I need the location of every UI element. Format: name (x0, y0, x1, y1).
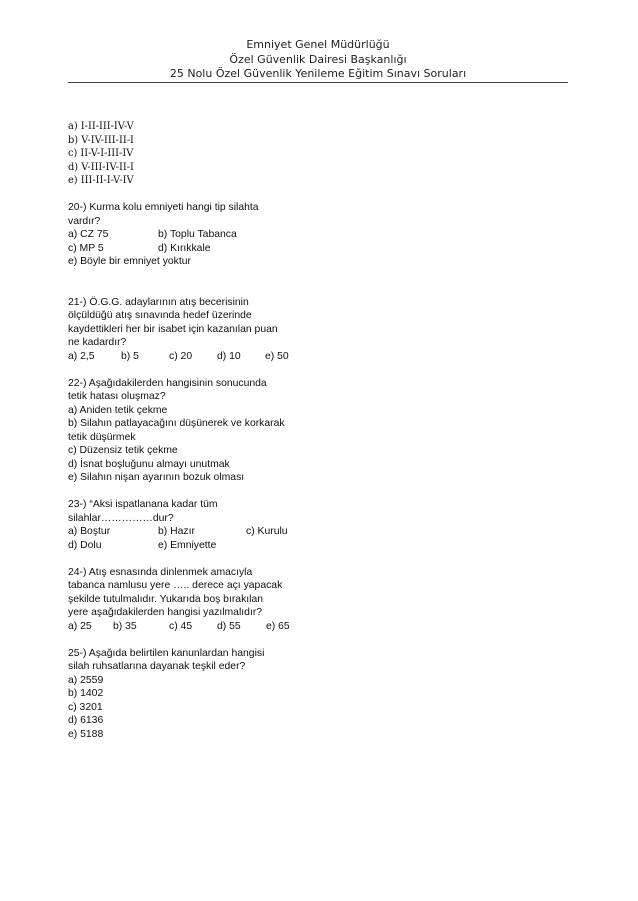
options-row (68, 350, 488, 364)
question-25 (68, 647, 488, 742)
option: e) 65 (266, 620, 290, 632)
question-text: tabanca namlusu yere ….. derece açı yapacak (68, 580, 283, 591)
question-20 (68, 201, 488, 269)
options-row (68, 228, 488, 242)
option: a) CZ 75 (68, 229, 109, 240)
option: d) 10 (217, 350, 241, 362)
question-text: 22-) Aşağıdakilerden hangisinin sonucunda (68, 377, 267, 389)
option: c) 45 (169, 620, 193, 632)
option: b) 1402 (68, 688, 104, 699)
question-text: 25-) Aşağıda belirtilen kanunlardan hangisi (68, 647, 265, 659)
document-body (68, 120, 488, 755)
option: a) 2,5 (68, 350, 95, 362)
question-text: 20-) Kurma kolu emniyeti hangi tip silahta (68, 202, 259, 213)
previous-question-options (68, 120, 488, 188)
option: b) V-IV-III-II-I (68, 134, 134, 146)
option: a) I-II-III-IV-V (68, 121, 134, 132)
option: d) İsnat boşluğunu almayı unutmak (68, 458, 230, 470)
option: b) 5 (121, 350, 139, 362)
page-header (68, 38, 568, 82)
question-text: 23-) “Aksi ispatlanana kadar tüm (68, 499, 218, 510)
option: d) Kırıkkale (158, 242, 211, 254)
question-text: yere aşağıdakilerden hangisi yazılmalıdır? (68, 607, 263, 618)
option: tetik düşürmek (68, 431, 136, 443)
question-23 (68, 498, 488, 552)
question-21 (68, 296, 488, 364)
question-text: 21-) Ö.G.G. adaylarının atış becerisinin (68, 296, 249, 308)
question-text: ne kadardır? (68, 337, 127, 348)
header-divider (68, 82, 568, 83)
option: e) 5188 (68, 728, 104, 740)
header-line-1: Emniyet Genel Müdürlüğü (246, 38, 390, 51)
question-text: şekilde tutulmalıdır. Yukarıda boş bırakılan (68, 593, 264, 605)
header-line-3: 25 Nolu Özel Güvenlik Yenileme Eğitim Sınavı Soruları (169, 67, 467, 80)
header-line-2: Özel Güvenlik Dairesi Başkanlığı (229, 52, 407, 66)
option: c) MP 5 (68, 242, 104, 254)
option: a) 2559 (68, 674, 104, 686)
option: a) Aniden tetik çekme (68, 404, 168, 416)
option: b) Silahın patlayacağını düşünerek ve korkarak (68, 418, 285, 429)
option: d) 6136 (68, 715, 104, 726)
option: d) 55 (217, 620, 241, 632)
options-row (68, 539, 488, 553)
option: d) Dolu (68, 539, 102, 551)
question-text: kaydettikleri her bir isabet için kazanılan puan (68, 323, 278, 335)
option: e) 50 (265, 350, 289, 362)
option: b) Hazır (158, 526, 195, 537)
option: e) Böyle bir emniyet yoktur (68, 256, 192, 267)
question-24 (68, 566, 488, 634)
option: a) 25 (68, 620, 92, 632)
option: e) Emniyette (158, 539, 217, 551)
option: a) Boştur (68, 526, 111, 537)
options-row (68, 525, 488, 539)
question-text: silah ruhsatlarına dayanak teşkil eder? (68, 661, 246, 672)
option: c) 20 (169, 350, 193, 362)
option: c) Düzensiz tetik çekme (68, 445, 178, 456)
option: c) 3201 (68, 701, 103, 713)
option: c) Kurulu (246, 526, 288, 537)
question-22 (68, 377, 488, 485)
option: b) 35 (113, 620, 137, 632)
question-text: ölçüldüğü atış sınavında hedef üzerinde (68, 310, 252, 321)
question-text: vardır? (68, 215, 101, 227)
option: c) II-V-I-III-IV (68, 148, 134, 159)
question-text: 24-) Atış esnasında dinlenmek amacıyla (68, 566, 253, 578)
option: d) V-III-IV-II-I (68, 161, 134, 173)
options-row (68, 242, 488, 256)
question-text: silahlar……………dur? (68, 512, 174, 524)
option: e) III-II-I-V-IV (68, 175, 134, 186)
options-row (68, 620, 488, 634)
option: e) Silahın nişan ayarının bozuk olması (68, 472, 245, 483)
question-text: tetik hatası oluşmaz? (68, 391, 166, 402)
option: b) Toplu Tabanca (158, 229, 237, 240)
